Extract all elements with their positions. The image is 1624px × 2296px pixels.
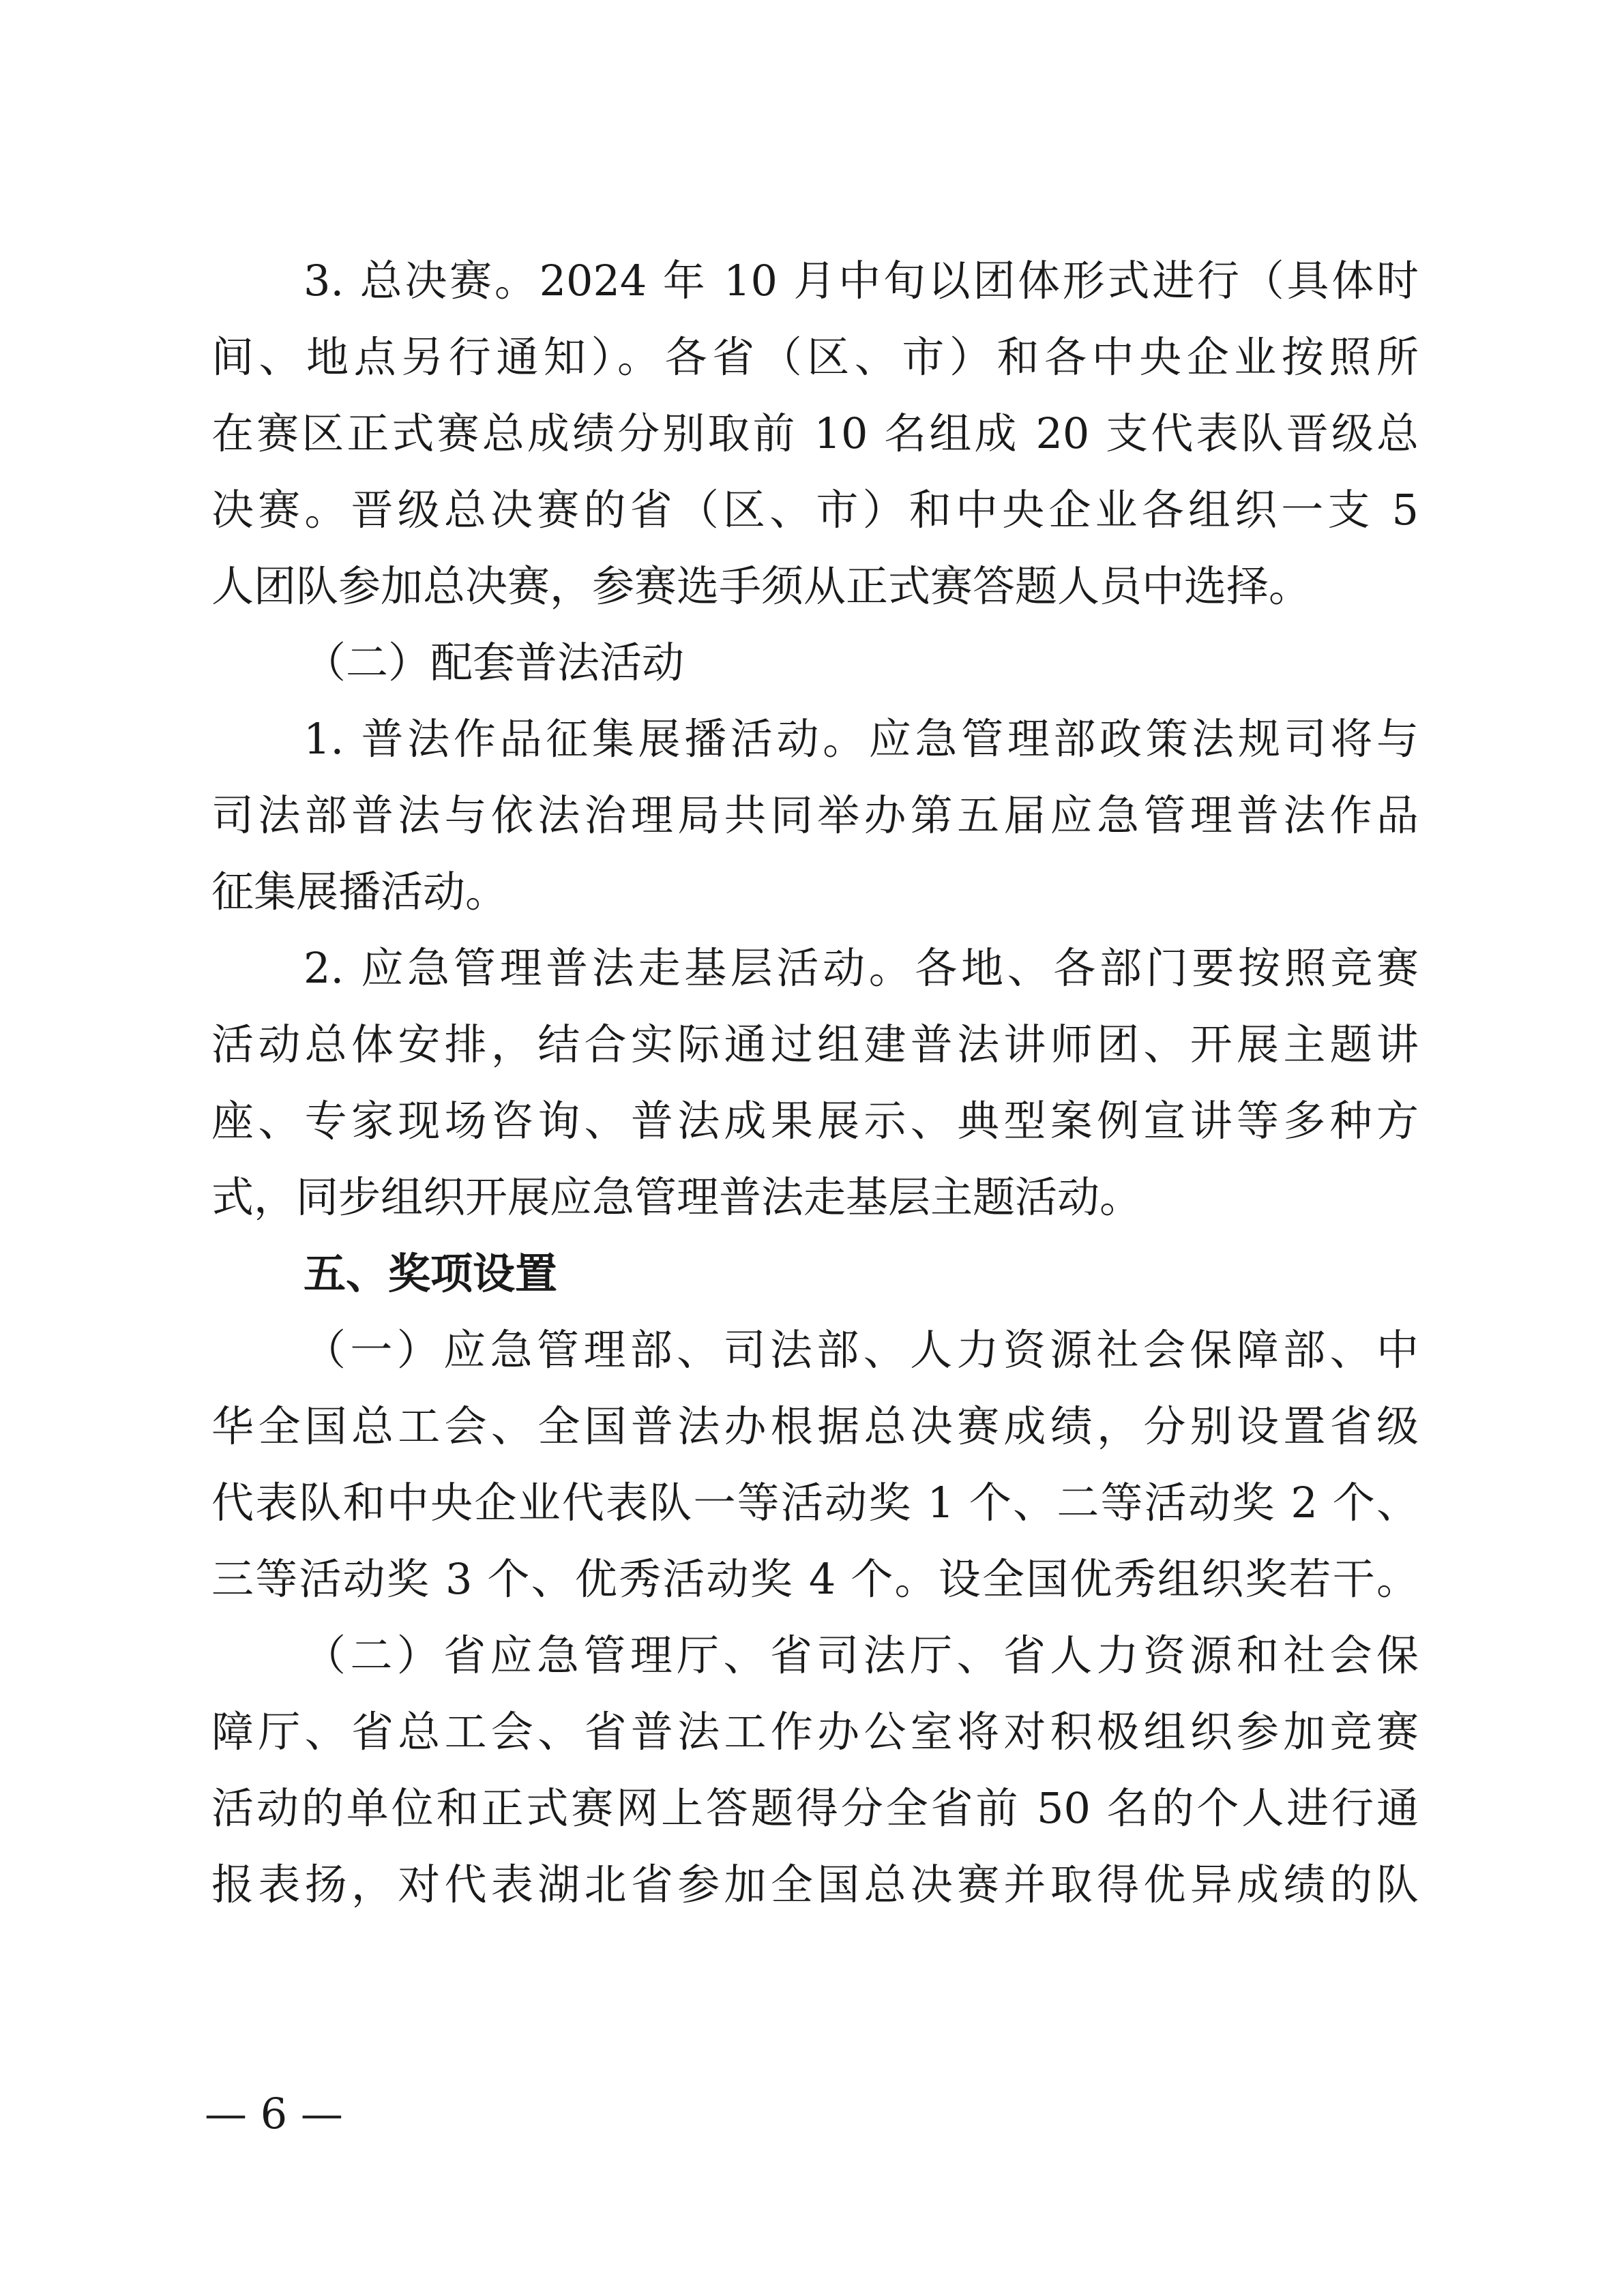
paragraph-line-17: 代表队和中央企业代表队一等活动奖 1 个、二等活动奖 2 个、 — [211, 1478, 1419, 1527]
paragraph-line-18: 三等活动奖 3 个、优秀活动奖 4 个。设全国优秀组织奖若干。 — [211, 1554, 1419, 1604]
section-subheading: （二）配套普法活动 — [304, 638, 685, 687]
paragraph-line-8: 司法部普法与依法治理局共同举办第五届应急管理普法作品 — [211, 790, 1419, 840]
paragraph-line-19: （二）省应急管理厅、省司法厅、省人力资源和社会保 — [304, 1630, 1419, 1680]
page-number: — 6 — — [205, 2089, 343, 2138]
paragraph-line-16: 华全国总工会、全国普法办根据总决赛成绩，分别设置省级 — [211, 1401, 1419, 1451]
paragraph-line-13: 式，同步组织开展应急管理普法走基层主题活动。 — [211, 1172, 1142, 1222]
paragraph-line-20: 障厅、省总工会、省普法工作办公室将对积极组织参加竞赛 — [211, 1707, 1419, 1757]
paragraph-line-2: 间、地点另行通知）。各省（区、市）和各中央企业按照所 — [211, 332, 1419, 382]
paragraph-line-11: 活动总体安排，结合实际通过组建普法讲师团、开展主题讲 — [211, 1019, 1419, 1069]
paragraph-line-22: 报表扬，对代表湖北省参加全国总决赛并取得优异成绩的队 — [211, 1860, 1419, 1909]
paragraph-line-12: 座、专家现场咨询、普法成果展示、典型案例宣讲等多种方 — [211, 1096, 1419, 1146]
paragraph-line-1: 3. 总决赛。2024 年 10 月中旬以团体形式进行（具体时 — [304, 256, 1419, 305]
paragraph-line-5: 人团队参加总决赛，参赛选手须从正式赛答题人员中选择。 — [211, 561, 1312, 611]
paragraph-line-10: 2. 应急管理普法走基层活动。各地、各部门要按照竞赛 — [304, 943, 1419, 993]
paragraph-line-15: （一）应急管理部、司法部、人力资源社会保障部、中 — [304, 1325, 1419, 1375]
paragraph-line-3: 在赛区正式赛总成绩分别取前 10 名组成 20 支代表队晋级总 — [211, 408, 1419, 458]
paragraph-line-4: 决赛。晋级总决赛的省（区、市）和中央企业各组织一支 5 — [211, 485, 1419, 535]
paragraph-line-9: 征集展播活动。 — [211, 867, 508, 916]
section-heading: 五、奖项设置 — [304, 1249, 558, 1298]
paragraph-line-21: 活动的单位和正式赛网上答题得分全省前 50 名的个人进行通 — [211, 1783, 1419, 1833]
paragraph-line-7: 1. 普法作品征集展播活动。应急管理部政策法规司将与 — [304, 714, 1419, 764]
